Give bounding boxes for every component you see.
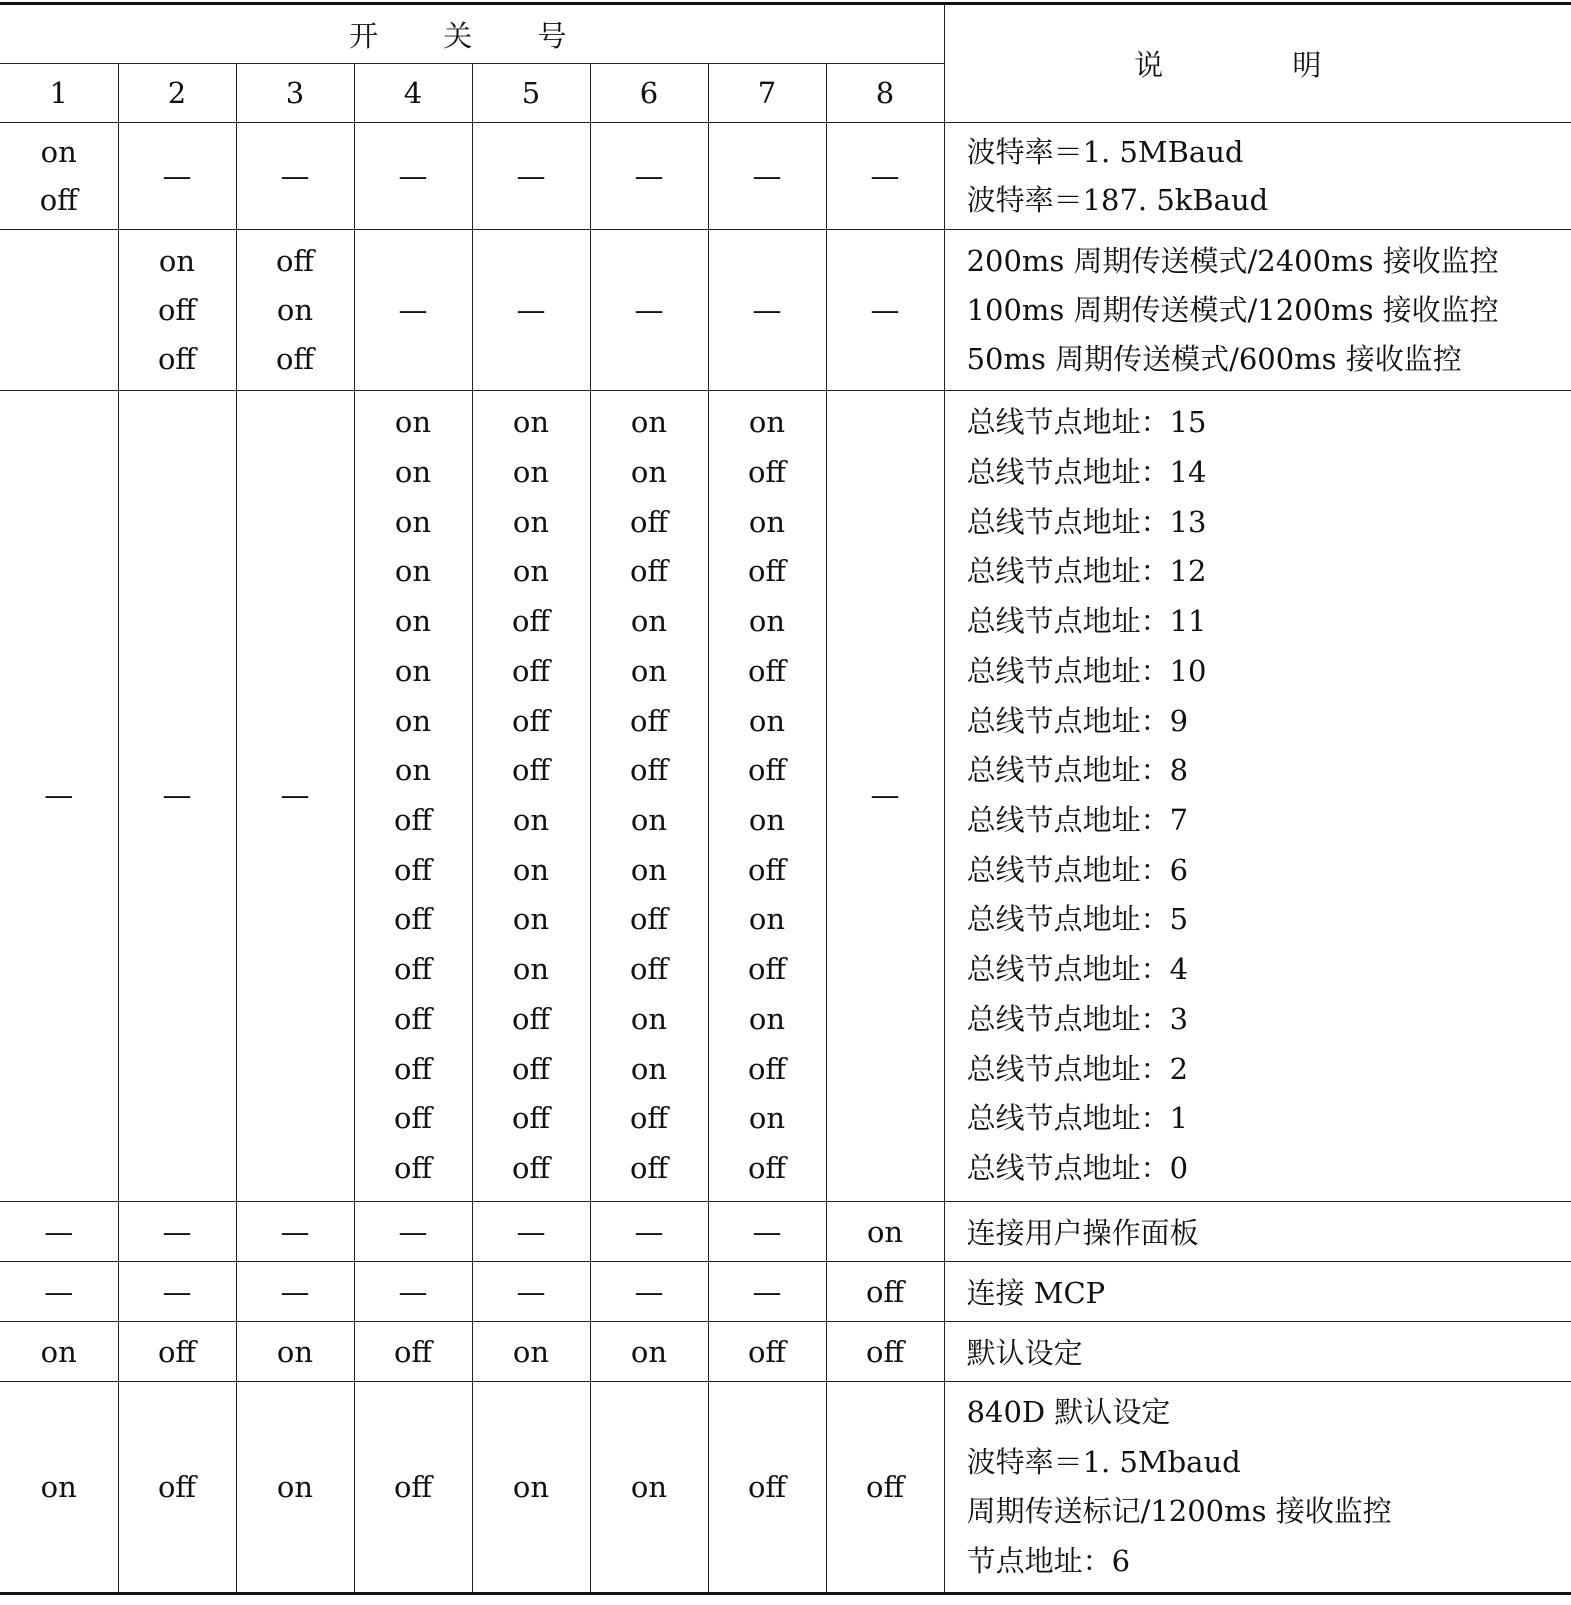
switch-state-value: on xyxy=(748,1101,786,1136)
switch-7-state xyxy=(708,1322,826,1382)
switch-state-value: — xyxy=(162,778,192,813)
dip-switch-table xyxy=(0,2,1571,1595)
description-line: 连接 MCP xyxy=(966,1276,1106,1310)
switch-4-state xyxy=(354,1262,472,1322)
switch-3-state xyxy=(236,230,354,391)
switch-2-state xyxy=(118,391,236,1202)
description-line: 总线节点地址：5 xyxy=(966,902,1189,937)
switch-3-state xyxy=(236,391,354,1202)
switch-4-state xyxy=(354,1382,472,1594)
switch-number: 3 xyxy=(236,64,354,123)
switch-2-state xyxy=(118,1262,236,1322)
switch-state-value: — xyxy=(634,1274,664,1309)
description-line: 总线节点地址：8 xyxy=(966,753,1189,788)
switch-4-state xyxy=(354,391,472,1202)
switch-state-value: — xyxy=(752,1214,782,1249)
switch-7-state xyxy=(708,391,826,1202)
switch-1-state xyxy=(0,230,118,391)
switch-state-value: on xyxy=(630,852,668,887)
switch-state-value: — xyxy=(634,1214,664,1249)
switch-state-value: on xyxy=(394,504,432,539)
switch-state-value: off xyxy=(747,1051,787,1086)
switch-state-value: on xyxy=(630,1051,668,1086)
switch-8-state xyxy=(826,1382,944,1594)
switch-state-value: off xyxy=(747,753,787,788)
description-line: 波特率＝1. 5MBaud xyxy=(966,135,1244,169)
description-line: 总线节点地址：11 xyxy=(966,604,1207,639)
switch-2-state xyxy=(118,1322,236,1382)
switch-5-state xyxy=(472,1262,590,1322)
switch-2-state xyxy=(118,123,236,230)
switch-3-state xyxy=(236,1262,354,1322)
switch-state-value: — xyxy=(162,159,192,193)
description-line: 周期传送标记/1200ms 接收监控 xyxy=(966,1494,1392,1528)
switch-state-value: off xyxy=(157,292,197,327)
description-cell xyxy=(944,1202,1571,1262)
switch-state-value: on xyxy=(748,902,786,937)
switch-6-state xyxy=(590,1382,708,1594)
switch-state-value: — xyxy=(280,1274,310,1309)
switch-state-value: off xyxy=(393,952,433,987)
switch-state-value: on xyxy=(630,1001,668,1036)
description-line: 总线节点地址：13 xyxy=(966,504,1207,539)
switch-state-value: on xyxy=(512,455,550,490)
description-line: 总线节点地址：14 xyxy=(966,455,1207,490)
switch-state-value: off xyxy=(511,753,551,788)
switch-2-state xyxy=(118,1202,236,1262)
switch-state-value: on xyxy=(748,703,786,738)
switch-state-value: off xyxy=(629,753,669,788)
switch-state-value: on xyxy=(866,1214,904,1249)
switch-state-value: off xyxy=(393,1101,433,1136)
description-line: 总线节点地址：7 xyxy=(966,803,1189,837)
switch-8-state xyxy=(826,230,944,391)
switch-7-state xyxy=(708,1382,826,1594)
switch-5-state xyxy=(472,1322,590,1382)
switch-number: 8 xyxy=(826,64,944,123)
switch-state-value: on xyxy=(394,455,432,490)
switch-state-value: on xyxy=(512,902,550,937)
switch-8-state xyxy=(826,123,944,230)
table-row xyxy=(0,1382,1571,1594)
switch-state-value: off xyxy=(629,952,669,987)
switch-state-value: off xyxy=(629,504,669,539)
switch-number: 5 xyxy=(472,64,590,123)
switch-state-value: on xyxy=(512,1334,550,1369)
switch-state-value: off xyxy=(747,852,787,887)
description-line: 连接用户操作面板 xyxy=(966,1216,1199,1250)
switch-state-value: on xyxy=(512,803,550,837)
table-row xyxy=(0,123,1571,230)
description-line: 总线节点地址：1 xyxy=(966,1101,1189,1136)
switch-5-state xyxy=(472,230,590,391)
switch-state-value: off xyxy=(393,852,433,887)
table-row xyxy=(0,391,1571,1202)
switch-state-value: on xyxy=(748,1001,786,1036)
switch-state-value: — xyxy=(280,778,310,813)
switch-state-value: on xyxy=(40,1334,77,1369)
switch-state-value: off xyxy=(629,902,669,937)
switch-state-value: off xyxy=(157,1334,197,1369)
switch-state-value: — xyxy=(870,292,900,327)
switch-5-state xyxy=(472,1202,590,1262)
switch-state-value: — xyxy=(752,292,782,327)
switch-state-value: on xyxy=(630,1470,668,1504)
table-row xyxy=(0,1262,1571,1322)
switch-state-value: off xyxy=(629,703,669,738)
switch-state-value: off xyxy=(157,1470,197,1504)
switch-state-value: on xyxy=(748,405,786,440)
table-row xyxy=(0,230,1571,391)
switch-state-value: off xyxy=(511,1051,551,1086)
switch-state-value: — xyxy=(634,159,664,193)
switch-1-state xyxy=(0,1262,118,1322)
switch-3-state xyxy=(236,123,354,230)
switch-state-value: off xyxy=(747,952,787,987)
switch-1-state xyxy=(0,391,118,1202)
switch-state-value: — xyxy=(398,292,428,327)
switch-state-value: off xyxy=(275,243,315,278)
switch-state-value: off xyxy=(393,1051,433,1086)
description-line: 100ms 周期传送模式/1200ms 接收监控 xyxy=(966,292,1499,327)
switch-3-state xyxy=(236,1322,354,1382)
switch-state-value: off xyxy=(747,653,787,688)
switch-number: 1 xyxy=(0,64,118,123)
description-line: 总线节点地址：0 xyxy=(966,1150,1189,1185)
switch-state-value: off xyxy=(747,554,787,589)
switch-state-value: — xyxy=(752,1274,782,1309)
switch-state-value: off xyxy=(629,1101,669,1136)
switch-8-state xyxy=(826,1322,944,1382)
switch-state-value: on xyxy=(394,653,432,688)
switch-state-value: off xyxy=(393,902,433,937)
switch-state-value: off xyxy=(866,1334,905,1369)
switch-4-state xyxy=(354,230,472,391)
switch-1-state xyxy=(0,1322,118,1382)
switch-7-state xyxy=(708,230,826,391)
switch-state-value: off xyxy=(39,183,78,217)
switch-state-value: — xyxy=(752,159,782,193)
description-line: 总线节点地址：10 xyxy=(966,653,1207,688)
switch-state-value: on xyxy=(394,604,432,639)
switch-7-state xyxy=(708,123,826,230)
switch-4-state xyxy=(354,123,472,230)
switch-8-state xyxy=(826,391,944,1202)
switch-state-value: on xyxy=(512,852,550,887)
switch-state-value: on xyxy=(394,753,432,788)
description-line: 总线节点地址：4 xyxy=(966,952,1189,987)
switch-state-value: off xyxy=(866,1470,905,1504)
switch-state-value: on xyxy=(276,292,314,327)
description-cell xyxy=(944,123,1571,230)
description-cell xyxy=(944,1382,1571,1594)
switch-8-state xyxy=(826,1262,944,1322)
switch-6-state xyxy=(590,123,708,230)
description-cell xyxy=(944,230,1571,391)
switch-state-value: on xyxy=(630,1334,668,1369)
switch-state-value: on xyxy=(40,135,77,169)
switch-number: 7 xyxy=(708,64,826,123)
switch-7-state xyxy=(708,1262,826,1322)
switch-state-value: — xyxy=(870,159,900,193)
switch-state-value: off xyxy=(275,341,315,376)
switch-state-value: on xyxy=(630,803,668,837)
table-body xyxy=(0,123,1571,1594)
switch-state-value: on xyxy=(394,554,432,589)
description-line: 节点地址：6 xyxy=(966,1543,1131,1578)
description-line: 波特率＝187. 5kBaud xyxy=(966,183,1269,217)
switch-state-value: on xyxy=(512,1470,550,1504)
switch-1-state xyxy=(0,1382,118,1594)
switch-state-value: off xyxy=(511,703,551,738)
switch-state-value: on xyxy=(748,604,786,639)
switch-state-value: — xyxy=(516,1274,546,1309)
switch-state-value: off xyxy=(511,604,551,639)
switch-state-value: on xyxy=(158,243,196,278)
switch-state-value: off xyxy=(511,1001,551,1036)
switch-state-value: off xyxy=(393,803,433,837)
switch-state-value: off xyxy=(157,341,197,376)
switch-6-state xyxy=(590,1262,708,1322)
switch-state-value: — xyxy=(44,778,74,813)
switch-state-value: — xyxy=(398,1274,428,1309)
switch-2-state xyxy=(118,1382,236,1594)
switch-state-value: off xyxy=(747,1150,787,1185)
switch-state-value: off xyxy=(393,1334,433,1369)
switch-6-state xyxy=(590,391,708,1202)
switch-state-value: off xyxy=(511,1101,551,1136)
switch-3-state xyxy=(236,1382,354,1594)
switch-state-value: on xyxy=(630,405,668,440)
description-line: 总线节点地址：9 xyxy=(966,703,1189,738)
switch-state-value: on xyxy=(512,504,550,539)
switch-state-value: — xyxy=(280,1214,310,1249)
switch-state-value: on xyxy=(630,653,668,688)
switch-state-value: — xyxy=(44,1274,74,1309)
switch-state-value: — xyxy=(162,1214,192,1249)
switch-state-value: on xyxy=(630,455,668,490)
switch-5-state xyxy=(472,391,590,1202)
switch-state-value: off xyxy=(629,1150,669,1185)
switch-state-value: off xyxy=(393,1470,433,1504)
description-line: 波特率＝1. 5Mbaud xyxy=(966,1444,1241,1479)
switch-state-value: off xyxy=(393,1150,433,1185)
description-cell xyxy=(944,1262,1571,1322)
switch-state-value: on xyxy=(276,1334,314,1369)
description-line: 200ms 周期传送模式/2400ms 接收监控 xyxy=(966,243,1499,278)
description-line: 50ms 周期传送模式/600ms 接收监控 xyxy=(966,341,1462,376)
switch-state-value: — xyxy=(870,778,900,813)
switch-state-value: — xyxy=(280,159,310,193)
description-header: 说 明 xyxy=(944,4,1571,123)
switch-state-value: on xyxy=(394,703,432,738)
switch-5-state xyxy=(472,123,590,230)
switch-state-value: — xyxy=(398,159,428,193)
switch-state-value: — xyxy=(398,1214,428,1249)
switch-2-state xyxy=(118,230,236,391)
switch-state-value: off xyxy=(866,1274,905,1309)
description-line: 总线节点地址：3 xyxy=(966,1001,1189,1036)
switch-state-value: off xyxy=(511,1150,551,1185)
switch-1-state xyxy=(0,123,118,230)
switch-state-value: off xyxy=(629,554,669,589)
switch-number: 6 xyxy=(590,64,708,123)
switch-number-header: 开 关 号 xyxy=(0,4,944,64)
switch-6-state xyxy=(590,1322,708,1382)
switch-state-value: — xyxy=(634,292,664,327)
switch-3-state xyxy=(236,1202,354,1262)
switch-state-value: — xyxy=(516,1214,546,1249)
switch-state-value: on xyxy=(512,405,550,440)
switch-state-value: on xyxy=(748,803,786,837)
switch-state-value: on xyxy=(276,1470,314,1504)
table-row xyxy=(0,1202,1571,1262)
switch-5-state xyxy=(472,1382,590,1594)
description-line: 总线节点地址：2 xyxy=(966,1051,1189,1086)
switch-state-value: on xyxy=(40,1470,77,1504)
switch-state-value: off xyxy=(747,1470,787,1504)
switch-state-value: — xyxy=(516,292,546,327)
switch-number: 2 xyxy=(118,64,236,123)
switch-state-value: on xyxy=(630,604,668,639)
description-cell xyxy=(944,391,1571,1202)
switch-state-value: off xyxy=(393,1001,433,1036)
description-line: 默认设定 xyxy=(966,1336,1083,1370)
switch-state-value: on xyxy=(512,554,550,589)
switch-1-state xyxy=(0,1202,118,1262)
switch-state-value: — xyxy=(516,159,546,193)
description-line: 总线节点地址：15 xyxy=(966,405,1207,440)
description-line: 840D 默认设定 xyxy=(966,1395,1171,1429)
switch-state-value: off xyxy=(747,455,787,490)
switch-4-state xyxy=(354,1322,472,1382)
switch-6-state xyxy=(590,230,708,391)
switch-number: 4 xyxy=(354,64,472,123)
description-cell xyxy=(944,1322,1571,1382)
switch-state-value: — xyxy=(44,1214,74,1249)
switch-7-state xyxy=(708,1202,826,1262)
table-row xyxy=(0,1322,1571,1382)
switch-4-state xyxy=(354,1202,472,1262)
switch-state-value: off xyxy=(747,1334,787,1369)
switch-state-value: on xyxy=(394,405,432,440)
switch-state-value: — xyxy=(162,1274,192,1309)
switch-state-value: on xyxy=(512,952,550,987)
description-line: 总线节点地址：12 xyxy=(966,554,1207,589)
switch-state-value: on xyxy=(748,504,786,539)
description-line: 总线节点地址：6 xyxy=(966,852,1189,887)
switch-6-state xyxy=(590,1202,708,1262)
switch-8-state xyxy=(826,1202,944,1262)
switch-state-value: off xyxy=(511,653,551,688)
